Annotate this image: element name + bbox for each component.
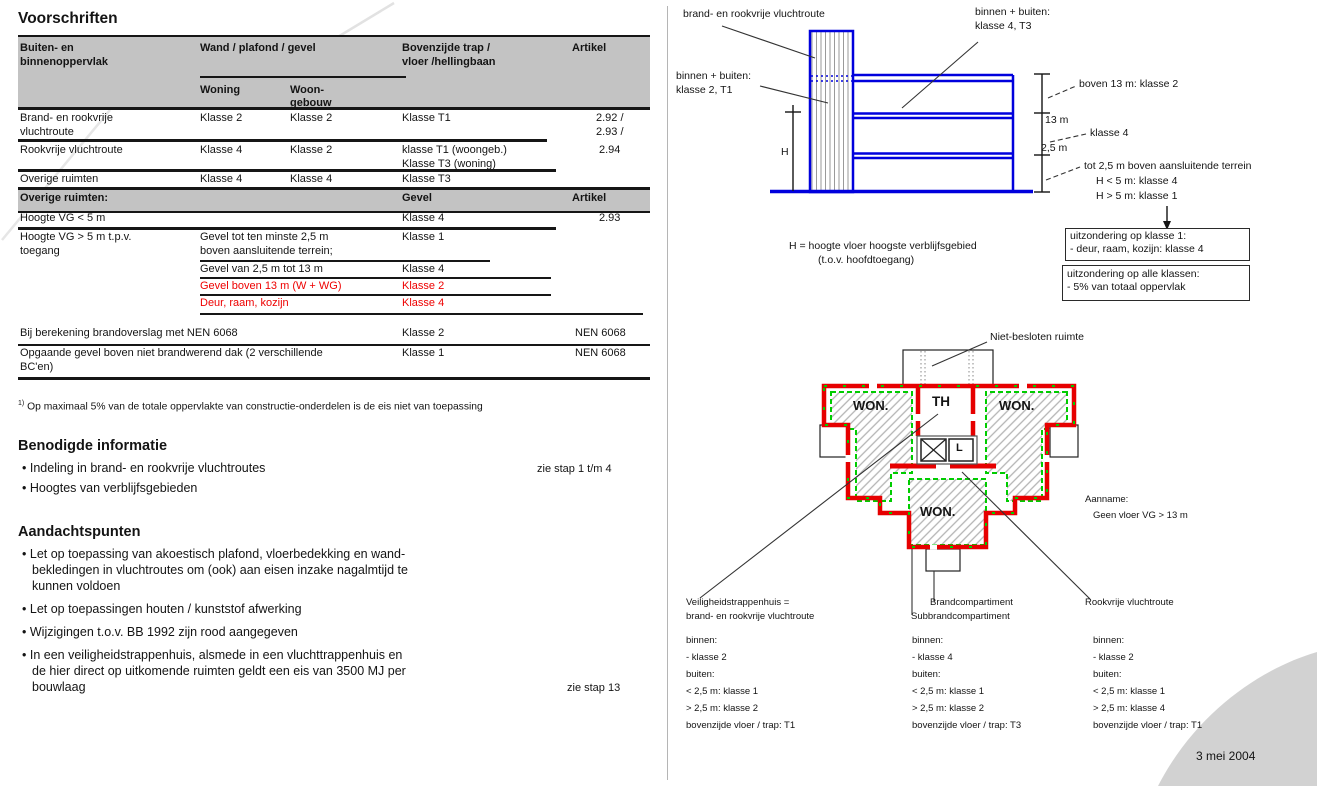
h-definition-line2: (t.o.v. hoofdtoegang) xyxy=(818,254,915,266)
cell: Brand- en rookvrije xyxy=(20,112,113,124)
cell: NEN 6068 xyxy=(575,327,626,339)
col3-binnen-label: binnen: xyxy=(1093,635,1125,646)
bullet-text: In een veiligheidstrappenhuis, alsmede in een vluchttrappenhuis en xyxy=(29,648,403,662)
bullet-item xyxy=(22,602,302,616)
cell: vluchtroute xyxy=(20,126,74,138)
cell: Klasse 2 xyxy=(290,144,333,156)
cell: Opgaande gevel boven niet brandwerend dak (2 verschillende xyxy=(20,347,323,359)
th-col1-line2: binnenoppervlak xyxy=(20,56,109,68)
label-h-lt-5: H < 5 m: klasse 4 xyxy=(1096,175,1178,187)
bullet-glyph: • xyxy=(22,481,27,495)
label-13m: 13 m xyxy=(1045,114,1069,126)
cell: 2.93 xyxy=(599,212,621,224)
cell: Klasse 1 xyxy=(402,231,445,243)
label-klasse2-t1: klasse 2, T1 xyxy=(676,84,733,96)
building-block xyxy=(853,75,1013,191)
bullet-text: Let op toepassingen houten / kunststof afwerking xyxy=(29,602,302,616)
th-artikel: Artikel xyxy=(572,42,607,54)
open-space-box xyxy=(903,350,993,386)
h-definition-line1: H = hoogte vloer hoogste verblijfsgebied xyxy=(789,240,977,252)
bullet-glyph: • xyxy=(22,625,27,639)
col1-title1: Veiligheidstrappenhuis = xyxy=(686,597,790,608)
bullet-item xyxy=(22,625,298,639)
bullet-text: Wijzigingen t.o.v. BB 1992 zijn rood aangegeven xyxy=(29,625,298,639)
page-title: Voorschriften xyxy=(18,10,118,27)
step-reference: zie stap 13 xyxy=(567,682,621,694)
floor-plan xyxy=(700,342,1090,615)
cell: Klasse 4 xyxy=(200,144,243,156)
label-niet-besloten: Niet-besloten ruimte xyxy=(990,331,1084,343)
cell: toegang xyxy=(20,245,60,257)
subheader-overige: Overige ruimten: xyxy=(20,192,109,204)
col3-binnen: - klasse 2 xyxy=(1093,652,1134,663)
bullet-glyph: • xyxy=(22,602,27,616)
label-h-gt-5: H > 5 m: klasse 1 xyxy=(1096,190,1178,202)
page-curl xyxy=(1158,652,1317,786)
label-binnen-buiten-21: binnen + buiten: xyxy=(676,70,752,82)
th-woongebouw-line1: Woon- xyxy=(290,84,325,96)
cell: 2.94 xyxy=(599,144,621,156)
bullet-glyph: • xyxy=(22,547,27,561)
footnote-text: Op maximaal 5% van de totale oppervlakte van constructie-onderdelen is de eis niet van toepassing xyxy=(24,401,483,413)
subheader-gevel: Gevel xyxy=(402,192,432,204)
cell: Hoogte VG < 5 m xyxy=(20,212,106,224)
bullet-cont: bekledingen in vluchtroutes om (ook) aan eisen inzake nagalmtijd te xyxy=(32,563,408,577)
bullet-glyph: • xyxy=(22,648,27,662)
room-won-bottom: WON. xyxy=(920,504,956,519)
cell: Gevel van 2,5 m tot 13 m xyxy=(200,263,323,275)
col2-binnen: - klasse 4 xyxy=(912,652,953,663)
label-h: H xyxy=(781,146,789,158)
bullet-item xyxy=(22,547,405,561)
cell: boven aansluitende terrein; xyxy=(200,245,333,257)
bullet-item xyxy=(22,461,265,475)
col1-title2: brand- en rookvrije vluchtroute xyxy=(686,611,815,622)
footnote xyxy=(18,400,483,413)
cell: Klasse 2 xyxy=(290,112,333,124)
shaft-and-lift xyxy=(917,436,977,464)
col2-lt: < 2,5 m: klasse 1 xyxy=(912,686,985,697)
col3-buiten-label: buiten: xyxy=(1093,669,1122,680)
cell: 2.92 / xyxy=(596,112,624,124)
label-vluchtroute: brand- en rookvrije vluchtroute xyxy=(683,8,825,20)
cell: Klasse T3 (woning) xyxy=(402,158,496,170)
room-won-right: WON. xyxy=(999,398,1035,413)
exception2-line2: - 5% van totaal oppervlak xyxy=(1067,281,1186,293)
label-tot-25m: tot 2,5 m boven aansluitende terrein xyxy=(1084,160,1252,172)
cell: Klasse 4 xyxy=(200,173,243,185)
col2-top: bovenzijde vloer / trap: T3 xyxy=(912,720,1022,731)
label-25m: 2,5 m xyxy=(1041,142,1068,154)
cell: 2.93 / xyxy=(596,126,624,138)
cell: NEN 6068 xyxy=(575,347,626,359)
th-woongebouw-line2: gebouw xyxy=(290,97,332,109)
bullet-cont: de hier direct op uitkomende ruimten geldt een eis van 3500 MJ per xyxy=(32,664,406,678)
bullet-cont: kunnen voldoen xyxy=(32,579,121,593)
cell-revision-red: Klasse 4 xyxy=(402,297,445,309)
col1-binnen: - klasse 2 xyxy=(686,652,727,663)
label-binnen-buiten-43: binnen + buiten: xyxy=(975,6,1051,18)
aanname-value: Geen vloer VG > 13 m xyxy=(1093,510,1188,521)
table-header-band xyxy=(18,37,650,108)
subheader-artikel: Artikel xyxy=(572,192,607,204)
aanname-label: Aanname: xyxy=(1085,494,1129,505)
cell: Klasse 4 xyxy=(402,212,445,224)
cell: klasse T1 (woongeb.) xyxy=(402,144,507,156)
col2-title2: Subbrandcompartiment xyxy=(911,611,1010,622)
exception2-line1: uitzondering op alle klassen: xyxy=(1067,268,1200,280)
bullet-text: Hoogtes van verblijfsgebieden xyxy=(29,481,198,495)
col1-top: bovenzijde vloer / trap: T1 xyxy=(686,720,796,731)
bullet-cont: bouwlaag xyxy=(32,680,86,694)
bullet-item xyxy=(22,648,402,662)
bullet-glyph: • xyxy=(22,461,27,475)
col2-title1: Brandcompartiment xyxy=(930,597,1013,608)
label-klasse4-t3: klasse 4, T3 xyxy=(975,20,1032,32)
cell: Bij berekening brandoverslag met NEN 6068 xyxy=(20,327,238,339)
col2-buiten-label: buiten: xyxy=(912,669,941,680)
table-subheader-band xyxy=(18,189,650,211)
th-col4-line2: vloer /hellingbaan xyxy=(402,56,496,68)
footnote-marker: 1) xyxy=(18,400,25,407)
bullet-item xyxy=(22,481,197,495)
col3-lt: < 2,5 m: klasse 1 xyxy=(1093,686,1166,697)
bullet-text: Let op toepassing van akoestisch plafond, vloerbedekking en wand- xyxy=(29,547,406,561)
col1-binnen-label: binnen: xyxy=(686,635,718,646)
cell-revision-red: Klasse 2 xyxy=(402,280,445,292)
cell: Gevel tot ten minste 2,5 m xyxy=(200,231,329,243)
hatched-compartments xyxy=(831,392,1067,545)
col1-lt: < 2,5 m: klasse 1 xyxy=(686,686,759,697)
step-reference: zie stap 1 t/m 4 xyxy=(537,463,612,475)
height-dimension xyxy=(1034,74,1050,192)
cell: Klasse T3 xyxy=(402,173,451,185)
col2-gt: > 2,5 m: klasse 2 xyxy=(912,703,985,714)
col2-binnen-label: binnen: xyxy=(912,635,944,646)
room-won-left: WON. xyxy=(853,398,889,413)
cell: Klasse T1 xyxy=(402,112,451,124)
cell-revision-red: Deur, raam, kozijn xyxy=(200,297,289,309)
cell: Klasse 4 xyxy=(290,173,333,185)
cell: Klasse 2 xyxy=(402,327,445,339)
th-col1-line1: Buiten- en xyxy=(20,42,74,54)
section-heading-aandacht: Aandachtspunten xyxy=(18,524,141,540)
col3-title1: Rookvrije vluchtroute xyxy=(1085,597,1174,608)
lift-label: L xyxy=(956,442,963,454)
stairwell-tower xyxy=(810,31,853,192)
exception1-line1: uitzondering op klasse 1: xyxy=(1070,230,1187,242)
th-col4-line1: Bovenzijde trap / xyxy=(402,42,491,54)
cell-revision-red: Gevel boven 13 m (W + WG) xyxy=(200,280,342,292)
cell: Overige ruimten xyxy=(20,173,99,185)
cell: Klasse 4 xyxy=(402,263,445,275)
label-boven-13m: boven 13 m: klasse 2 xyxy=(1079,78,1179,90)
label-klasse4: klasse 4 xyxy=(1090,127,1129,139)
cell: Hoogte VG > 5 m t.p.v. xyxy=(20,231,132,243)
col3-top: bovenzijde vloer / trap: T1 xyxy=(1093,720,1203,731)
cell: Klasse 1 xyxy=(402,347,445,359)
room-th: TH xyxy=(932,394,950,409)
section-heading-benodigde: Benodigde informatie xyxy=(18,438,168,454)
col1-buiten-label: buiten: xyxy=(686,669,715,680)
bullet-text: Indeling in brand- en rookvrije vluchtroutes xyxy=(29,461,266,475)
down-arrow xyxy=(1163,206,1171,230)
exception1-line2: - deur, raam, kozijn: klasse 4 xyxy=(1070,243,1204,255)
date-stamp: 3 mei 2004 xyxy=(1196,749,1256,763)
col1-gt: > 2,5 m: klasse 2 xyxy=(686,703,759,714)
col3-gt: > 2,5 m: klasse 4 xyxy=(1093,703,1166,714)
cell: BC'en) xyxy=(20,361,54,373)
th-woning: Woning xyxy=(200,84,241,96)
th-wand-plafond-gevel: Wand / plafond / gevel xyxy=(200,42,316,54)
cell: Klasse 2 xyxy=(200,112,243,124)
cell: Rookvrije vluchtroute xyxy=(20,144,123,156)
